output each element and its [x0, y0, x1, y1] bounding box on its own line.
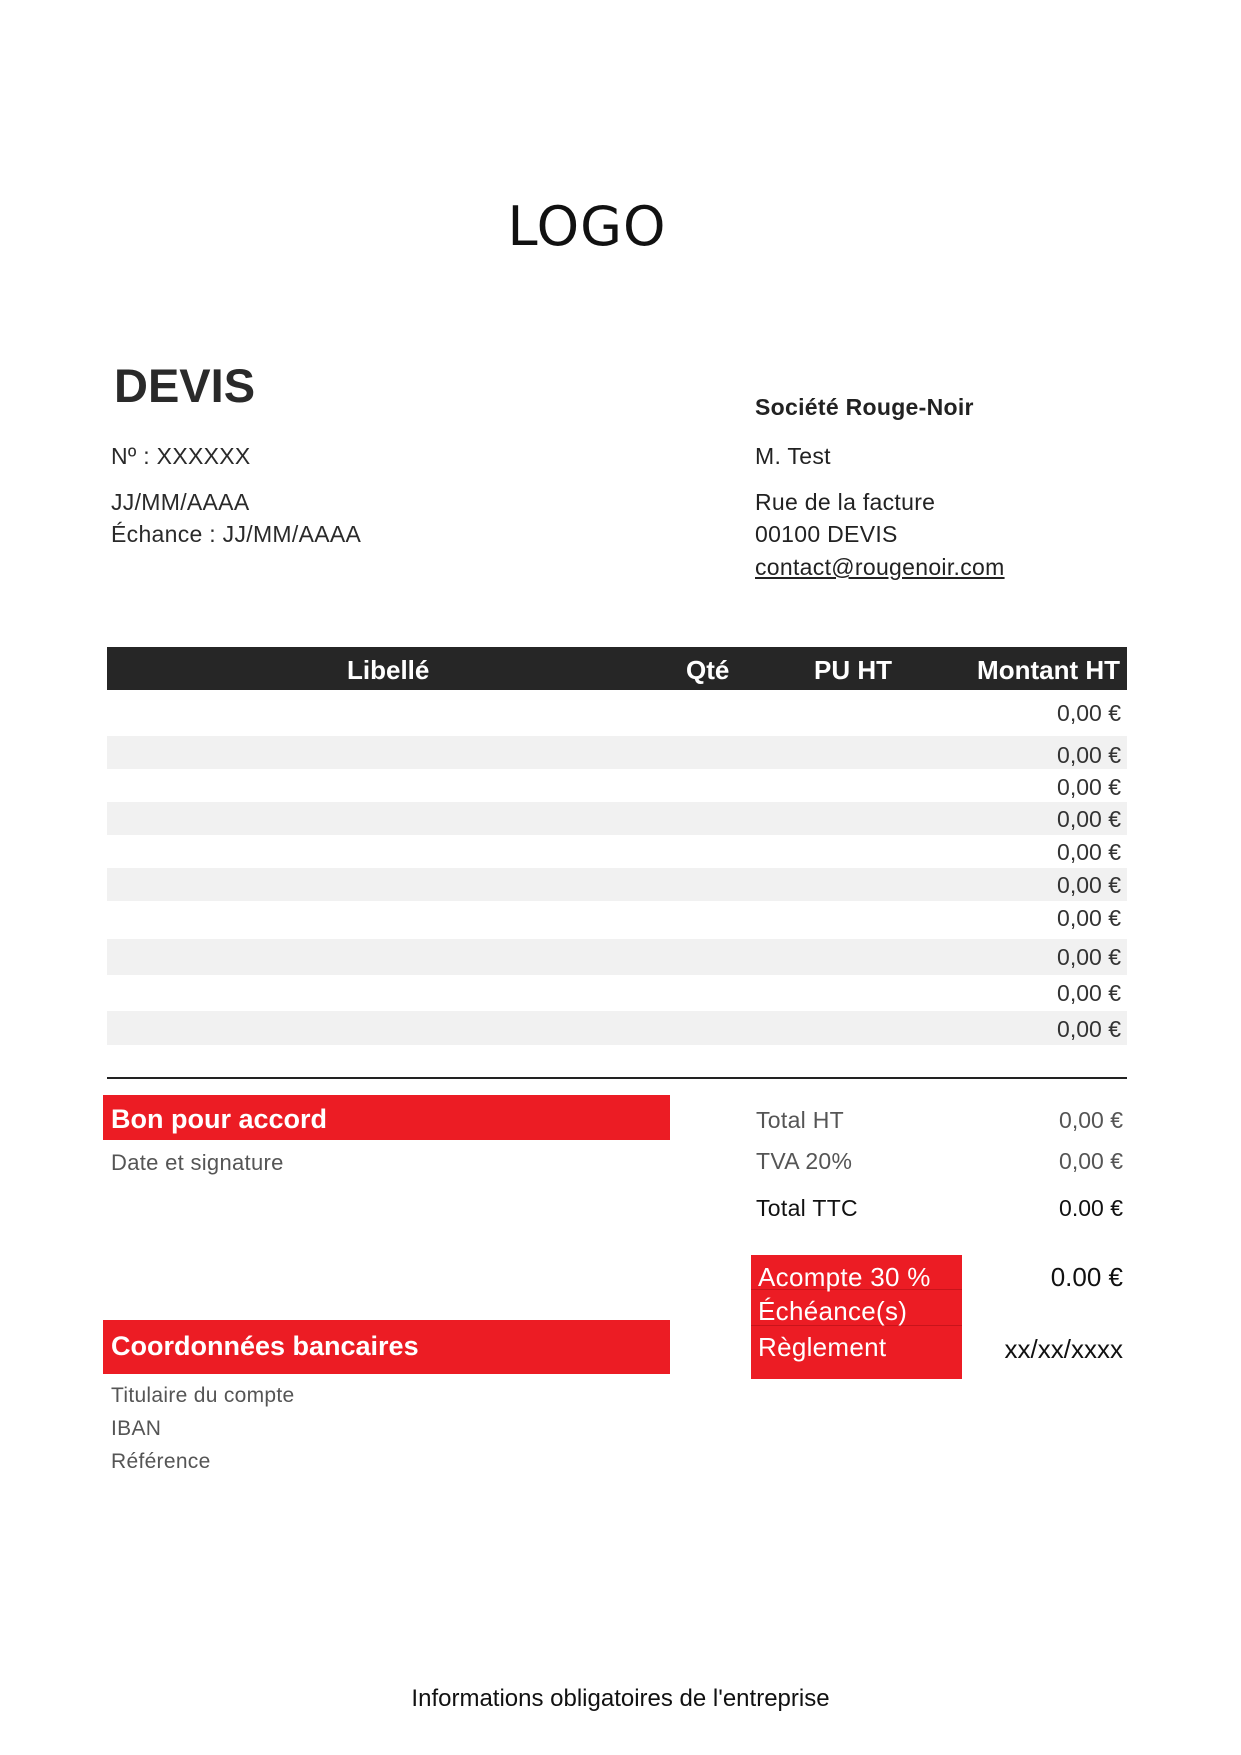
- document-number: Nº : XXXXXX: [111, 443, 251, 469]
- due-dates-label: Échéance(s): [758, 1296, 908, 1326]
- deposit-label: Acompte 30 %: [758, 1262, 931, 1292]
- table-row: [107, 901, 1127, 939]
- row-amount: 0,00 €: [1057, 980, 1121, 1006]
- client-email-link[interactable]: contact@rougenoir.com: [755, 554, 1005, 580]
- column-header-qty: Qté: [686, 655, 730, 685]
- client-company: Société Rouge-Noir: [755, 394, 974, 420]
- row-amount: 0,00 €: [1057, 944, 1121, 970]
- bank-title: Coordonnées bancaires: [111, 1331, 419, 1361]
- row-amount: 0,00 €: [1057, 774, 1121, 800]
- approval-title: Bon pour accord: [111, 1104, 328, 1134]
- table-row: [107, 802, 1127, 835]
- tva-label: TVA 20%: [756, 1148, 853, 1174]
- approval-band: [103, 1095, 670, 1140]
- total-ttc-value: 0.00 €: [1059, 1195, 1123, 1221]
- client-city: 00100 DEVIS: [755, 521, 898, 547]
- logo-placeholder: LOGO: [507, 195, 667, 258]
- table-row: [107, 769, 1127, 802]
- table-row: [107, 868, 1127, 901]
- deposit-box: [751, 1255, 962, 1379]
- row-amount: 0,00 €: [1057, 839, 1121, 865]
- bank-iban-label: IBAN: [111, 1417, 162, 1440]
- total-ht-value: 0,00 €: [1059, 1107, 1123, 1133]
- table-row: [107, 690, 1127, 736]
- document-title: DEVIS: [114, 359, 256, 412]
- document-date: JJ/MM/AAAA: [111, 489, 250, 515]
- document-due-date: Échance : JJ/MM/AAAA: [111, 521, 362, 547]
- client-street: Rue de la facture: [755, 489, 936, 515]
- row-amount: 0,00 €: [1057, 700, 1121, 726]
- row-amount: 0,00 €: [1057, 1016, 1121, 1042]
- row-amount: 0,00 €: [1057, 872, 1121, 898]
- row-amount: 0,00 €: [1057, 806, 1121, 832]
- footer-company-info: Informations obligatoires de l'entreprise: [411, 1685, 830, 1712]
- table-row: [107, 736, 1127, 769]
- column-header-amount: Montant HT: [977, 655, 1120, 685]
- table-row: [107, 835, 1127, 868]
- payment-value: xx/xx/xxxx: [1004, 1334, 1123, 1364]
- table-row: [107, 1011, 1127, 1045]
- deposit-value: 0.00 €: [1050, 1262, 1123, 1292]
- total-ht-label: Total HT: [756, 1107, 845, 1133]
- bank-band: [103, 1320, 670, 1374]
- table-header: [107, 647, 1127, 690]
- bank-reference-label: Référence: [111, 1450, 211, 1473]
- signature-label: Date et signature: [111, 1150, 284, 1175]
- tva-value: 0,00 €: [1059, 1148, 1123, 1174]
- client-contact: M. Test: [755, 443, 831, 469]
- total-ttc-label: Total TTC: [756, 1195, 858, 1221]
- payment-label: Règlement: [758, 1332, 887, 1362]
- row-amount: 0,00 €: [1057, 742, 1121, 768]
- column-header-label: Libellé: [347, 655, 430, 685]
- column-header-unit-price: PU HT: [814, 655, 892, 685]
- table-bottom-divider: [107, 1077, 1127, 1079]
- bank-holder-label: Titulaire du compte: [111, 1384, 295, 1407]
- table-row: [107, 975, 1127, 1011]
- table-row: [107, 939, 1127, 975]
- row-amount: 0,00 €: [1057, 905, 1121, 931]
